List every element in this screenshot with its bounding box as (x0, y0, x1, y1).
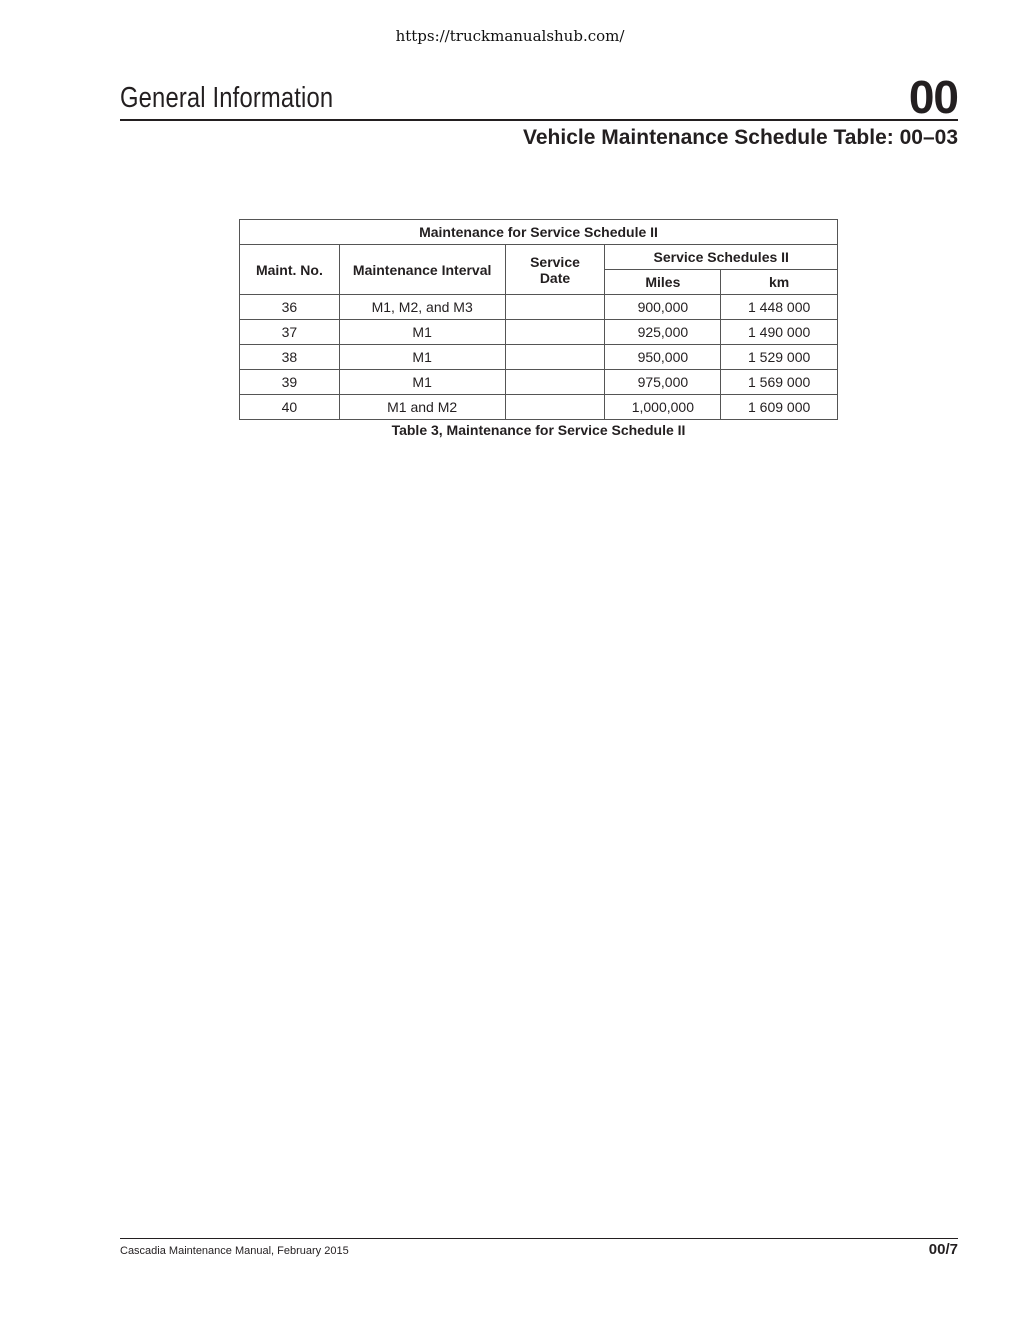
header-service-schedules: Service Schedules II (605, 245, 838, 270)
cell-service-date (505, 295, 605, 320)
source-url: https://truckmanualshub.com/ (395, 27, 625, 45)
cell-miles: 950,000 (605, 345, 721, 370)
cell-km: 1 490 000 (721, 320, 838, 345)
cell-interval: M1, M2, and M3 (339, 295, 505, 320)
header-miles: Miles (605, 270, 721, 295)
cell-service-date (505, 345, 605, 370)
header-rule (120, 119, 958, 121)
section-number: 00 (908, 71, 958, 123)
cell-miles: 900,000 (605, 295, 721, 320)
table-header-row (240, 245, 838, 270)
table-caption: Table 3, Maintenance for Service Schedule II (391, 422, 686, 438)
table-title: Maintenance for Service Schedule II (240, 220, 838, 245)
cell-km: 1 448 000 (721, 295, 838, 320)
section-title: General Information (120, 82, 334, 114)
cell-maint-no: 36 (240, 295, 340, 320)
footer-rule (120, 1238, 958, 1239)
cell-maint-no: 40 (240, 395, 340, 420)
cell-miles: 975,000 (605, 370, 721, 395)
table-title-row (240, 220, 838, 245)
table-row (240, 345, 838, 370)
cell-interval: M1 (339, 320, 505, 345)
maintenance-table (239, 219, 838, 420)
header-service-date: Service Date (505, 245, 605, 295)
cell-miles: 925,000 (605, 320, 721, 345)
cell-interval: M1 (339, 345, 505, 370)
cell-maint-no: 39 (240, 370, 340, 395)
cell-service-date (505, 370, 605, 395)
cell-service-date (505, 395, 605, 420)
cell-km: 1 609 000 (721, 395, 838, 420)
cell-interval: M1 (339, 370, 505, 395)
table-row (240, 320, 838, 345)
table-row (240, 370, 838, 395)
cell-maint-no: 37 (240, 320, 340, 345)
subject-title: Vehicle Maintenance Schedule Table: 00–03 (523, 126, 958, 149)
table-row (240, 395, 838, 420)
header-km: km (721, 270, 838, 295)
cell-service-date (505, 320, 605, 345)
table-row (240, 295, 838, 320)
footer-manual-title: Cascadia Maintenance Manual, February 2015 (120, 1245, 349, 1257)
cell-km: 1 569 000 (721, 370, 838, 395)
cell-miles: 1,000,000 (605, 395, 721, 420)
cell-interval: M1 and M2 (339, 395, 505, 420)
header-maintenance-interval: Maintenance Interval (339, 245, 505, 295)
cell-maint-no: 38 (240, 345, 340, 370)
cell-km: 1 529 000 (721, 345, 838, 370)
header-maint-no: Maint. No. (240, 245, 340, 295)
footer-page-number: 00/7 (928, 1241, 958, 1258)
